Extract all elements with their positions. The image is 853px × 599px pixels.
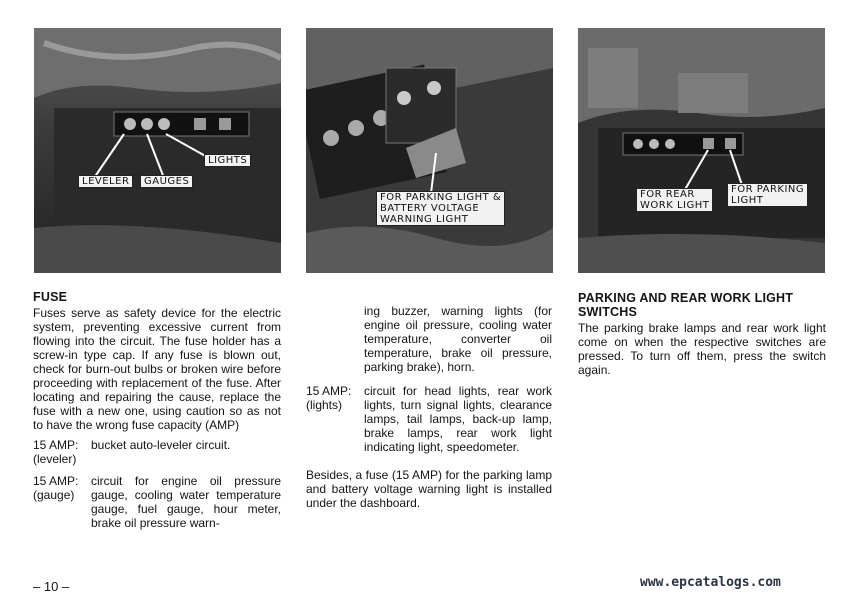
fuse-gauge-amp: 15 AMP: <box>33 474 79 488</box>
parking-column <box>578 291 826 377</box>
fuse-leveler-desc: bucket auto-leveler circuit. <box>91 438 231 452</box>
label-rear-work-light: FOR REAR WORK LIGHT <box>636 188 713 212</box>
photo-dashboard-fuse-image <box>306 28 553 273</box>
fuse-lights-name: (lights) <box>306 398 343 412</box>
fuse-heading: FUSE <box>33 290 68 304</box>
fuse-gauge-name: (gauge) <box>33 488 75 502</box>
parking-heading-line1: PARKING AND REAR WORK LIGHT <box>578 291 794 305</box>
fuse-lights-desc: circuit for head lights, rear work lights, turn signal lights, clearance lamps, tail lamps, back-up lamp, brake lamps, rear work light indicating light, speedometer. <box>364 384 552 454</box>
label-lights: LIGHTS <box>204 154 251 167</box>
photo-light-switches <box>578 28 825 273</box>
fuse-column-left <box>33 290 281 530</box>
page-number: – 10 – <box>33 579 70 594</box>
fuse-gauge-desc: circuit for engine oil pressure gauge, cooling water temperature gauge, fuel gauge, hour meter, brake oil pressure warn- <box>91 474 281 530</box>
photo-fuse-panel <box>34 28 281 273</box>
fuse-lights-amp: 15 AMP: <box>306 384 352 398</box>
photo-light-switches-image <box>578 28 825 273</box>
photo-fuse-panel-image <box>34 28 281 273</box>
parking-body: The parking brake lamps and rear work light come on when the respective switches are pressed. To turn off them, press the switch again. <box>578 321 826 377</box>
fuse-leveler <box>33 438 281 466</box>
fuse-besides: Besides, a fuse (15 AMP) for the parking lamp and battery voltage warning light is installed under the dashboard. <box>306 468 552 510</box>
fuse-gauge-continued: ing buzzer, warning lights (for engine oil pressure, cooling water temperature, converter oil temperature, brake oil pressure, parking brake), horn. <box>364 304 552 374</box>
fuse-column-middle <box>306 304 552 510</box>
label-parking-battery: FOR PARKING LIGHT & BATTERY VOLTAGE WARNING LIGHT <box>376 191 505 226</box>
fuse-leveler-name: (leveler) <box>33 452 77 466</box>
label-gauges: GAUGES <box>140 175 193 188</box>
fuse-leveler-amp: 15 AMP: <box>33 438 79 452</box>
parking-heading-line2: SWITCHS <box>578 305 638 319</box>
fuse-intro: Fuses serve as safety device for the electric system, preventing excessive current from flowing into the circuit. The fuse holder has a screw-in type cap. If any fuse is blown out, check for burn-out bulbs or broken wire before proceeding with replacement of the fuse. After locating and repairing the cause, replace the fuse with a new one, using caution so as not to have the wrong fuse capacity (AMP) <box>33 306 281 432</box>
photo-dashboard-fuse <box>306 28 553 273</box>
fuse-gauge <box>33 474 281 530</box>
label-leveler: LEVELER <box>78 175 133 188</box>
fuse-lights <box>306 384 552 454</box>
label-parking-light: FOR PARKING LIGHT <box>727 183 808 207</box>
site-watermark: www.epcatalogs.com <box>640 575 781 590</box>
